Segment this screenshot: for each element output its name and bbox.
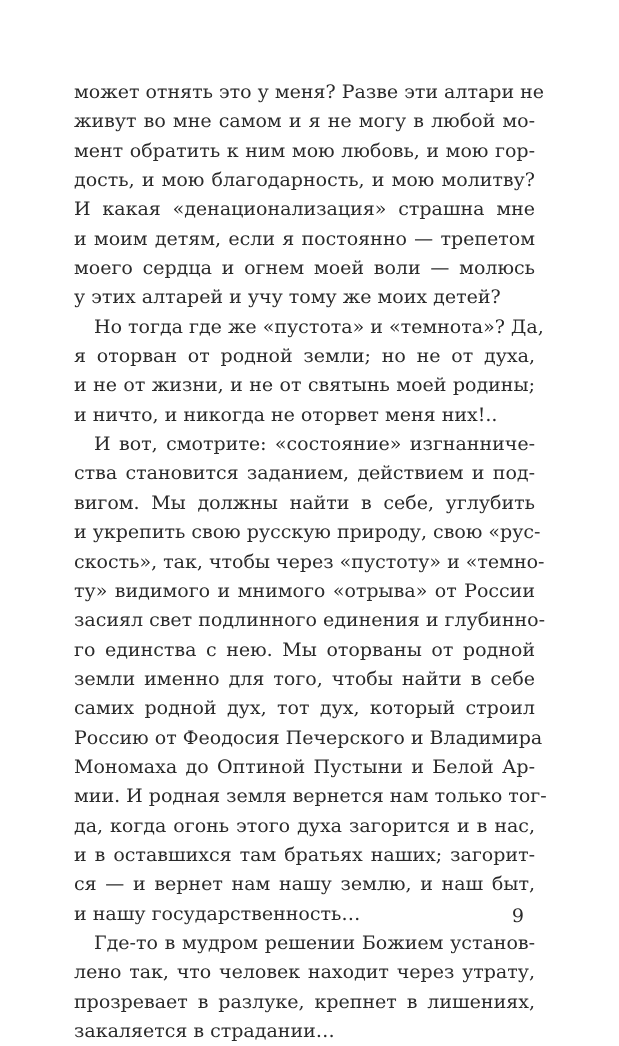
text-line: и нашу государственность… [74, 902, 361, 925]
page-number: 9 [511, 905, 524, 927]
text-line: Где-то в мудром решении Божием установ- [94, 931, 535, 954]
text-line: моего сердца и огнем моей воли — молюсь [74, 257, 535, 280]
text-line: дость, и мою благодарность, и мою молитву? [74, 169, 535, 192]
text-line: земли именно для того, чтобы найти в себе [74, 667, 535, 690]
text-line: и укрепить свою русскую природу, свою «рус- [74, 521, 541, 544]
text-line: и ничто, и никогда не оторвет меня них!.. [74, 403, 498, 426]
body-text [74, 78, 547, 1046]
text-line: Мономаха до Оптиной Пустыни и Белой Ар- [74, 755, 535, 778]
text-line: И вот, смотрите: «состояние» изгнанниче- [94, 433, 535, 456]
text-line: мент обратить к ним мою любовь, и мою гор- [74, 139, 535, 162]
text-line: у этих алтарей и учу тому же моих детей? [74, 286, 501, 309]
text-line: самих родной дух, тот дух, который строил [74, 697, 535, 720]
text-line: скость», так, чтобы через «пустоту» и «темно- [74, 550, 545, 573]
text-line: я оторван от родной земли; но не от духа, [74, 345, 535, 368]
text-line: И какая «денационализация» страшна мне [74, 198, 535, 221]
text-line: может отнять это у меня? Разве эти алтари не [74, 81, 545, 103]
text-line: и в оставшихся там братьях наших; загорит- [74, 843, 535, 866]
text-line: и моим детям, если я постоянно — трепетом [74, 227, 535, 250]
text-line: Но тогда где же «пустота» и «темнота»? Да, [94, 315, 544, 338]
text-line: ту» видимого и мнимого «отрыва» от России [74, 579, 535, 602]
text-line: закаляется в страдании… [74, 1020, 335, 1042]
text-line: живут во мне самом и я не могу в любой мо- [74, 110, 535, 133]
text-line: прозревает в разлуке, крепнет в лишениях, [74, 990, 535, 1013]
text-line: ся — и вернет нам нашу землю, и наш быт, [74, 873, 535, 896]
text-line: вигом. Мы должны найти в себе, углубить [74, 491, 535, 514]
text-line: да, когда огонь этого духа загорится и в нас, [74, 814, 535, 837]
text-line: ства становится заданием, действием и под- [74, 462, 535, 485]
text-line: го единства с нею. Мы оторваны от родной [74, 638, 535, 661]
text-line: Россию от Феодосия Печерского и Владимира [74, 726, 543, 749]
text-line: и не от жизни, и не от святынь моей родины; [74, 374, 535, 397]
text-line: мии. И родная земля вернется нам только тог- [74, 785, 547, 808]
text-line: лено так, что человек находит через утрату, [74, 961, 535, 984]
text-line: засиял свет подлинного единения и глубинно- [74, 609, 546, 632]
